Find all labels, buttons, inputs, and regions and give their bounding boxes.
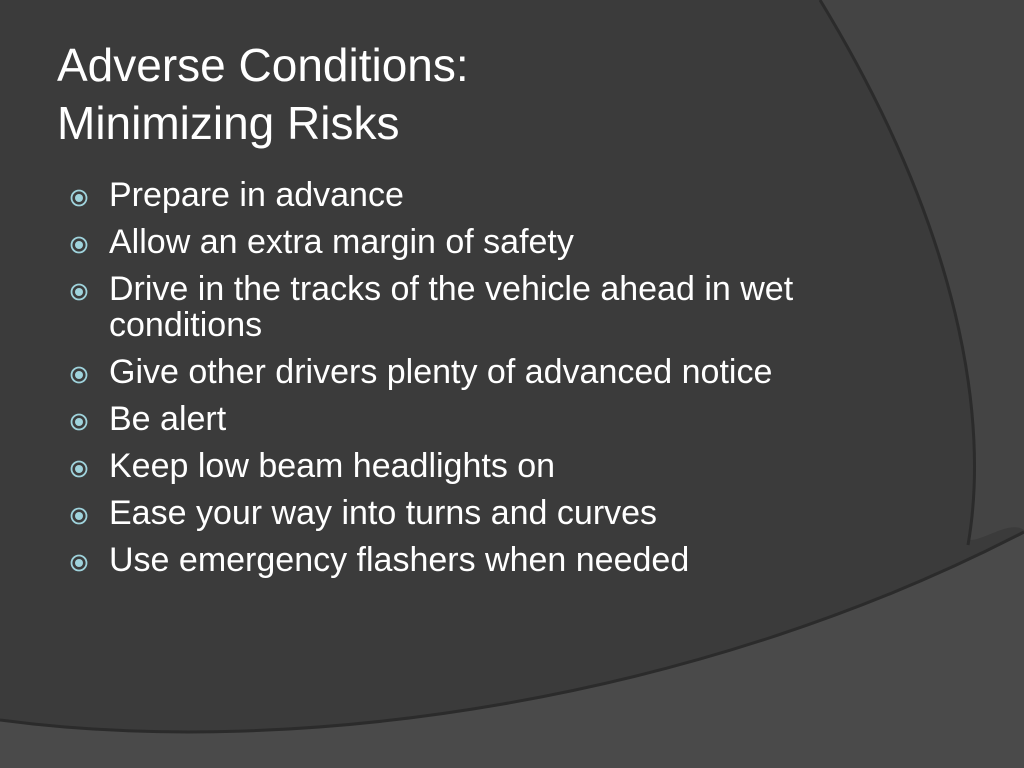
bullet-text: Prepare in advance [109,176,404,214]
list-item [62,495,862,531]
bullet-text: Ease your way into turns and curves [109,494,658,532]
bullet-text: Drive in the tracks of the vehicle ahead in wet conditions [109,270,794,344]
list-item [62,354,862,390]
slide-title-line-2: Minimizing Risks [57,97,400,149]
circled-dot-icon [70,507,88,525]
bullet-text: Use emergency flashers when needed [109,541,690,579]
circled-dot-icon [70,236,88,254]
circled-dot-icon [70,189,88,207]
circled-dot-icon [70,460,88,478]
bullet-list [62,177,862,589]
circled-dot-icon [70,283,88,301]
list-item [62,224,862,260]
slide-title-line-1: Adverse Conditions: [57,39,469,91]
list-item [62,177,862,213]
list-item [62,401,862,437]
bullet-text: Keep low beam headlights on [109,447,556,485]
circled-dot-icon [70,413,88,431]
circled-dot-icon [70,366,88,384]
slide-title [57,36,469,152]
bullet-text: Give other drivers plenty of advanced notice [109,353,773,391]
list-item [62,542,862,578]
bullet-text: Be alert [109,400,227,438]
circled-dot-icon [70,554,88,572]
list-item [62,271,862,343]
bullet-text: Allow an extra margin of safety [109,223,574,261]
list-item [62,448,862,484]
